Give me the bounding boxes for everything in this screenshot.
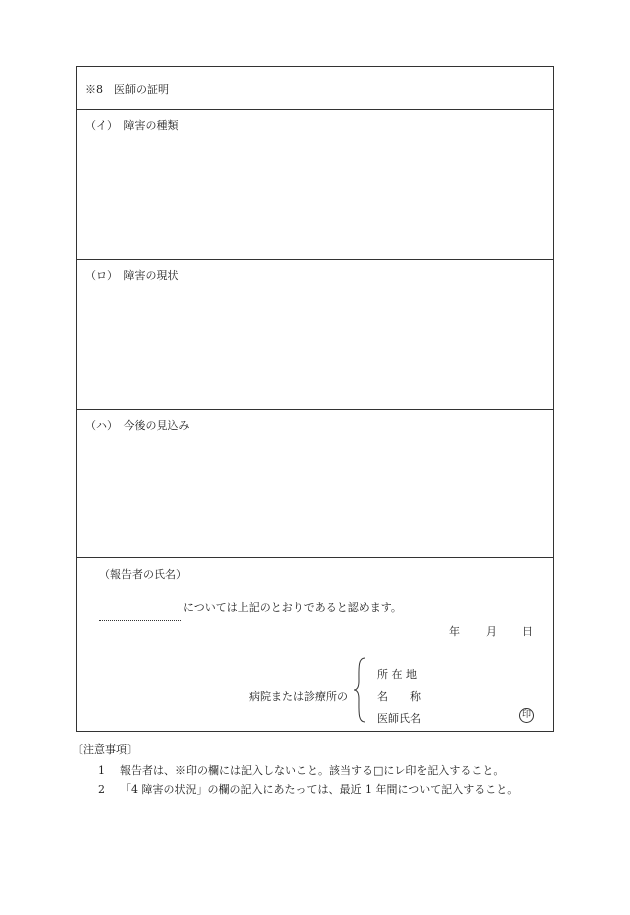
- certification-section: [77, 557, 553, 731]
- disability-status-field[interactable]: [77, 259, 553, 410]
- reporter-name-input-line[interactable]: [99, 608, 181, 621]
- future-outlook-field[interactable]: [77, 409, 553, 558]
- date-month-label: 月: [486, 625, 497, 638]
- note-number: 2: [98, 783, 105, 796]
- doctor-name-label: 医師氏名: [377, 712, 421, 725]
- date-year-label: 年: [449, 625, 460, 638]
- disability-status-label: （ロ） 障害の現状: [85, 269, 179, 282]
- hospital-address-label: 所 在 地: [377, 668, 417, 681]
- date-day-label: 日: [522, 625, 533, 638]
- disability-type-label: （イ） 障害の種類: [85, 119, 179, 132]
- certification-statement: については上記のとおりであると認めます。: [183, 601, 402, 614]
- note-item: [98, 762, 504, 778]
- note-text: 「4 障害の状況」の欄の記入にあたっては、最近 1 年間について記入すること。: [120, 783, 519, 796]
- reporter-name-label: （報告者の氏名）: [99, 568, 187, 581]
- note-number: 1: [98, 764, 105, 777]
- future-outlook-label: （ハ） 今後の見込み: [85, 419, 190, 432]
- disability-type-field[interactable]: [77, 109, 553, 260]
- note-item: [98, 781, 518, 797]
- curly-brace-icon: [353, 657, 367, 723]
- seal-icon: 印: [519, 708, 534, 723]
- certificate-header-row: [77, 67, 553, 110]
- note-text: 報告者は、※印の欄には記入しないこと。該当する□にレ印を記入すること。: [120, 764, 505, 777]
- notes-title: 〔注意事項〕: [72, 743, 138, 756]
- hospital-label: 病院または診療所の: [249, 690, 348, 703]
- hospital-name-label: 名 称: [377, 690, 421, 703]
- doctor-certificate-form: [76, 66, 554, 732]
- certificate-header: ※8 医師の証明: [85, 83, 169, 96]
